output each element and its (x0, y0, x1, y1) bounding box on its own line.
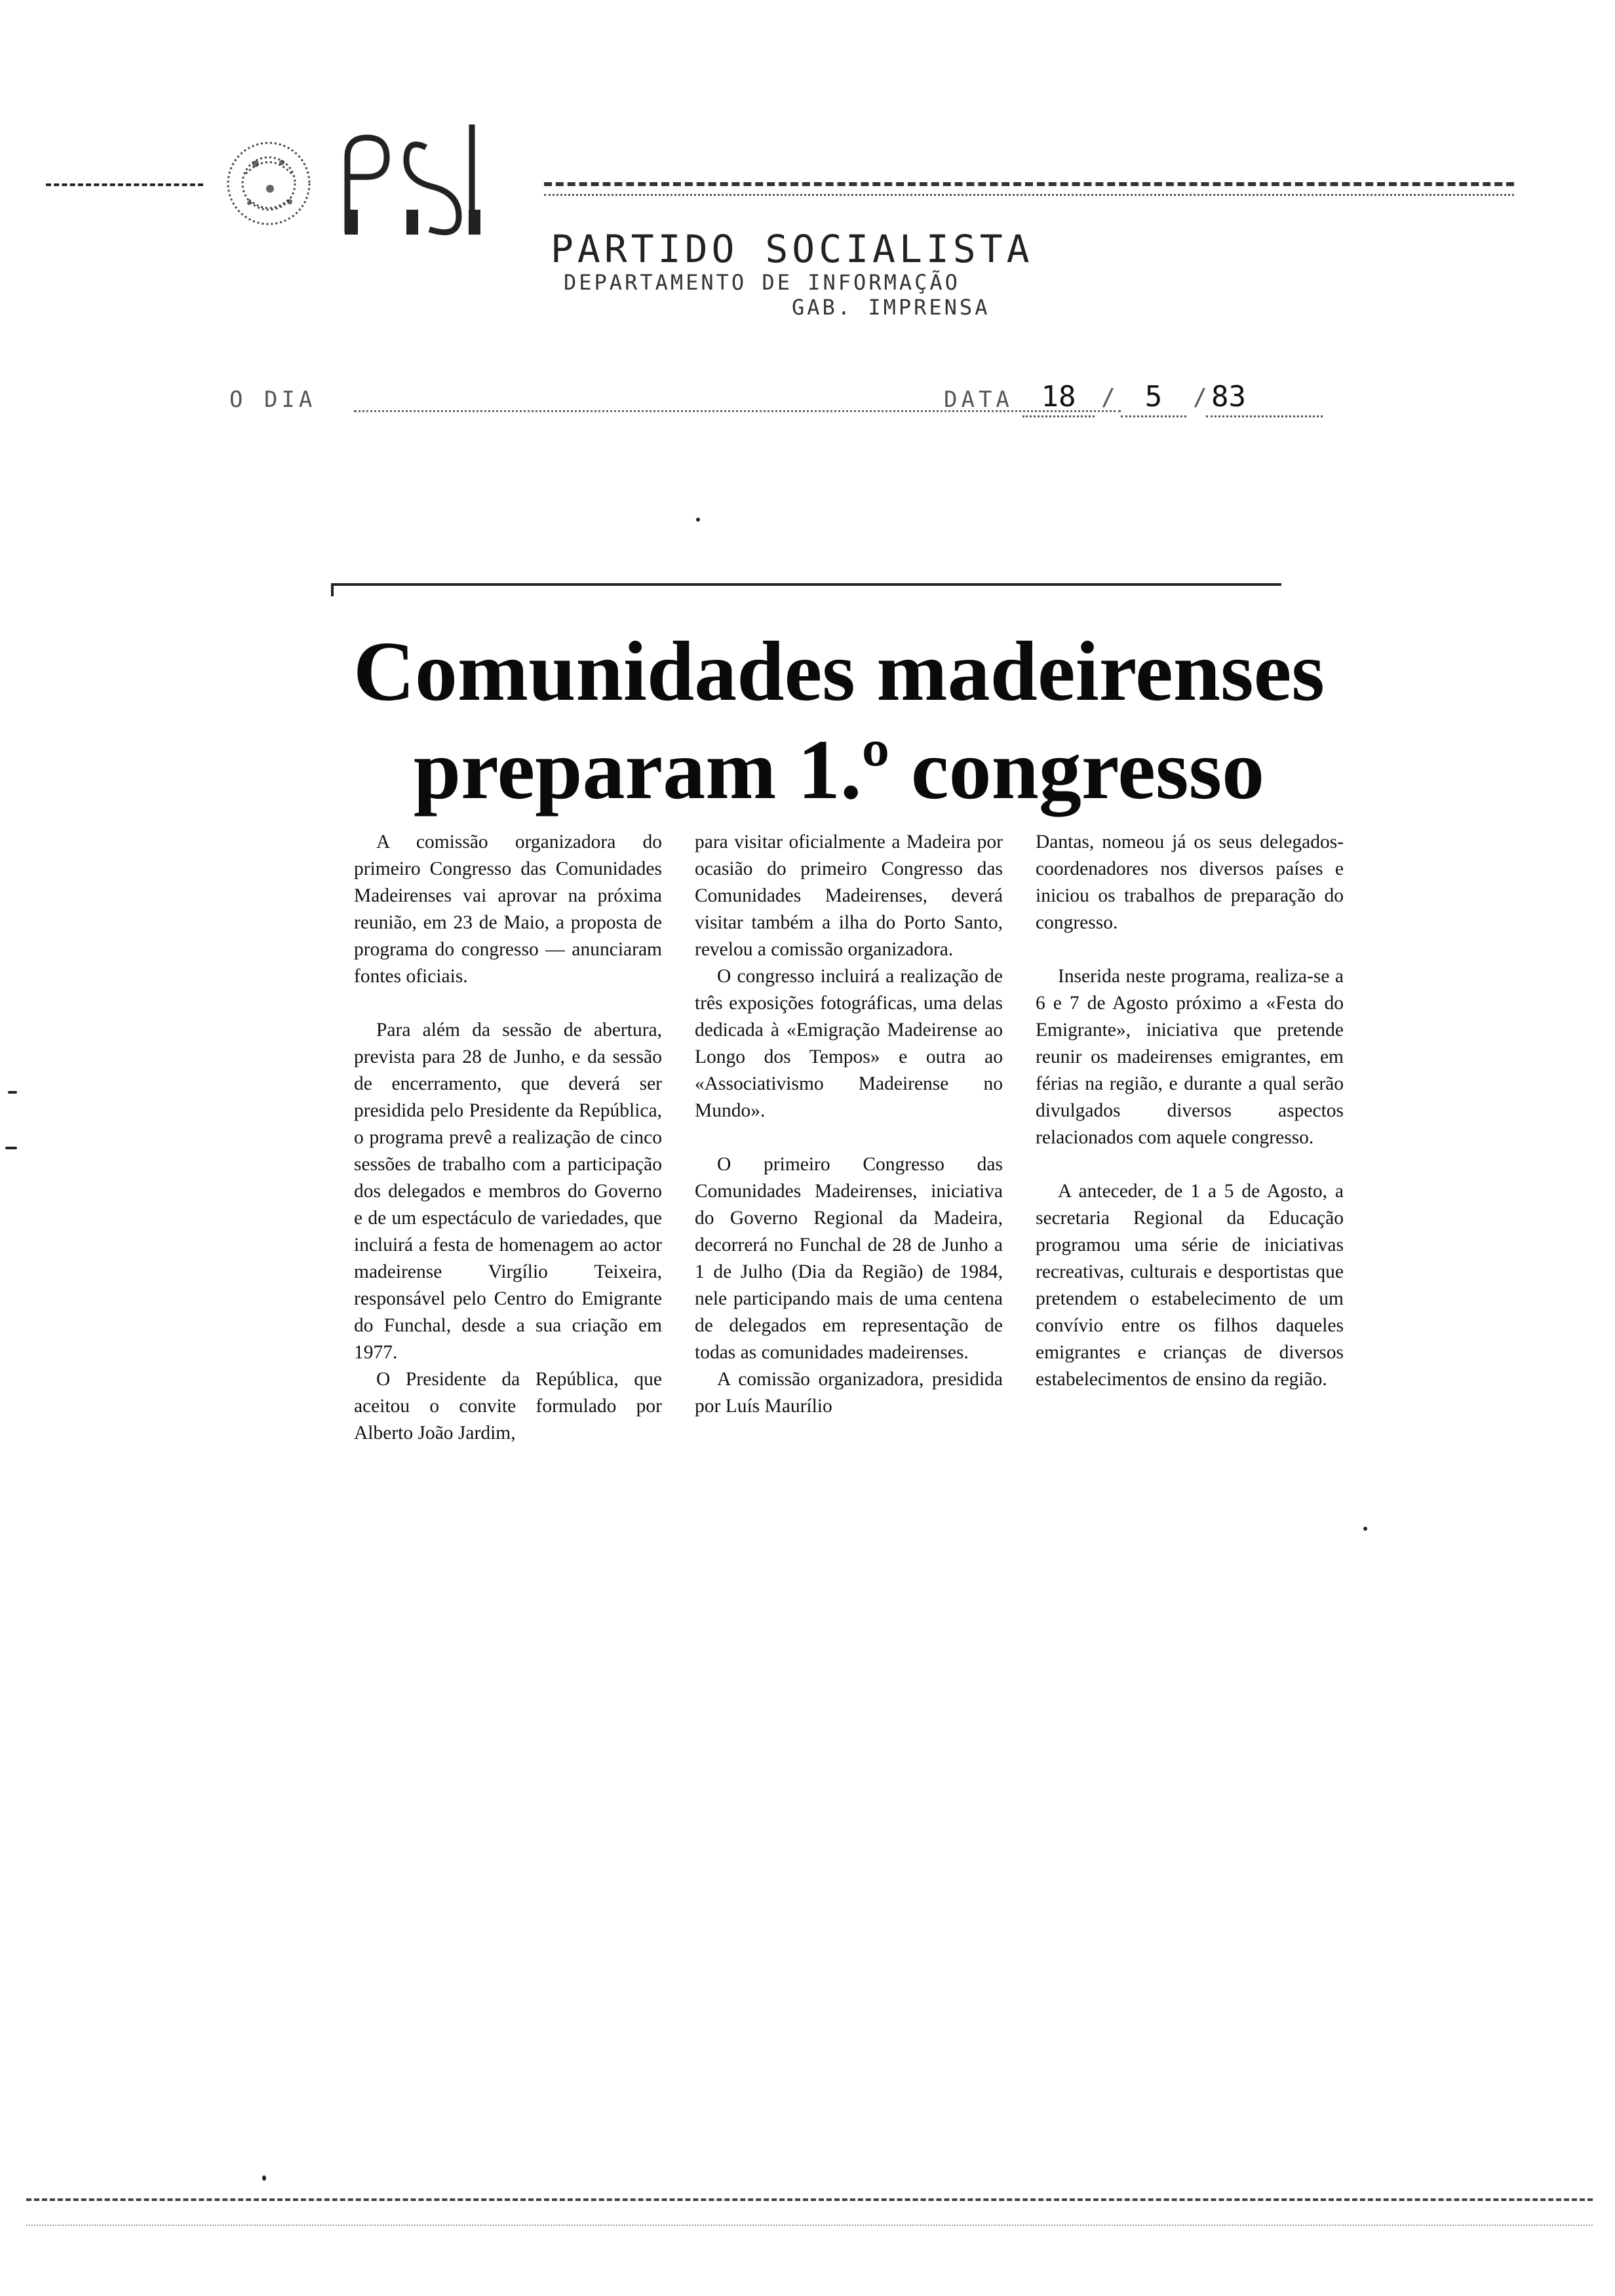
scan-speck (8, 1091, 17, 1094)
clipping-top-rule (331, 583, 1281, 586)
paragraph: O primeiro Congresso das Comunidades Madeirenses, iniciativa do Governo Regional da Madeira, decorrerá no Funchal de 28 de Junho a 1 de Julho (Dia da Região) de 1984, nele participando mais de uma centena de delegados em representação de todas as comunidades madeirenses. (695, 1154, 1003, 1363)
headline-line-1: Comunidades madeirenses (353, 624, 1325, 719)
date-year: 83 (1206, 380, 1323, 417)
scan-speck (1363, 1527, 1367, 1531)
paragraph: O congresso incluirá a realização de três exposições fotográficas, uma delas dedicada à «Emigração Madeirense ao Longo dos Tempos» e outra ao «Associativismo Madeirense no Mundo». (695, 966, 1003, 1121)
paragraph: para visitar oficialmente a Madeira por ocasião do primeiro Congresso das Comunidades Madeirenses, deverá visitar também a ilha do Porto Santo, revelou a comissão organizadora. (695, 832, 1003, 960)
scan-bottom-rule (26, 2198, 1593, 2201)
scan-speck (262, 2175, 266, 2181)
headline-line-2: preparam 1.º congresso (413, 723, 1265, 817)
paragraph: A anteceder, de 1 a 5 de Agosto, a secretaria Regional da Educação programou uma série de iniciativas recreativas, culturais e desportistas que pretendem o estabelecimento de um convívio entre os filhos daqueles emigrantes e crianças de diversos estabelecimentos de ensino da região. (1036, 1181, 1344, 1390)
letterhead-rule-right-faint (544, 194, 1514, 196)
organization-name: PARTIDO SOCIALISTA (551, 227, 1034, 271)
article-column-1 (354, 829, 662, 1447)
article-column-2 (695, 829, 1003, 1420)
date-separator: / (1101, 384, 1116, 411)
date-label: DATA (944, 387, 1013, 413)
paragraph: O Presidente da República, que aceitou o convite formulado por Alberto João Jardim, (354, 1369, 662, 1444)
paragraph: A comissão organizadora, presidida por Luís Maurílio (695, 1369, 1003, 1417)
scan-speck (5, 1147, 17, 1149)
paragraph: Inserida neste programa, realiza-se a 6 e 7 de Agosto próximo a «Festa do Emigrante», iniciativa que pretende reunir os madeirenses emigrantes, em férias na região, e durante a qual serão divulgados diversos aspectos relacionados com aquele congresso. (1036, 966, 1344, 1148)
paragraph: Dantas, nomeou já os seus delegados-coordenadores nos diversos países e iniciou os trabalhos de preparação do congresso. (1036, 832, 1344, 933)
paragraph: Para além da sessão de abertura, prevista para 28 de Junho, e da sessão de encerramento, que deverá ser presidida pelo Presidente da República, o programa prevê a realização de cinco sessões de trabalho com a participação dos delegados e membros do Governo e de um espectáculo de variedades, que incluirá a festa de homenagem ao actor madeirense Virgílio Teixeira, responsável pelo Centro do Emigrante do Funchal, desde a sua criação em 1977. (354, 1020, 662, 1363)
newspaper-name: O DIA (229, 387, 317, 413)
paragraph: A comissão organizadora do primeiro Congresso das Comunidades Madeirenses vai aprovar na próxima reunião, em 23 de Maio, a proposta de programa do congresso — anunciaram fontes oficiais. (354, 832, 662, 987)
letterhead-rule-right (544, 182, 1514, 186)
scan-speck (696, 518, 700, 522)
clipping-corner-rule (331, 583, 334, 596)
letterhead-rule-left (46, 183, 203, 186)
department-name: DEPARTAMENTO DE INFORMAÇÃO (564, 270, 960, 295)
party-logo-icon (210, 111, 537, 242)
date-month: 5 (1121, 380, 1186, 417)
article-body (354, 829, 1357, 1530)
article-headline (341, 622, 1337, 819)
office-name: GAB. IMPRENSA (792, 295, 990, 320)
date-day: 18 (1022, 380, 1095, 417)
source-date-line (229, 380, 1357, 432)
letterhead (0, 98, 1615, 321)
article-column-3 (1036, 829, 1344, 1393)
scan-bottom-rule-faint (26, 2225, 1593, 2226)
date-separator: / (1193, 384, 1207, 411)
